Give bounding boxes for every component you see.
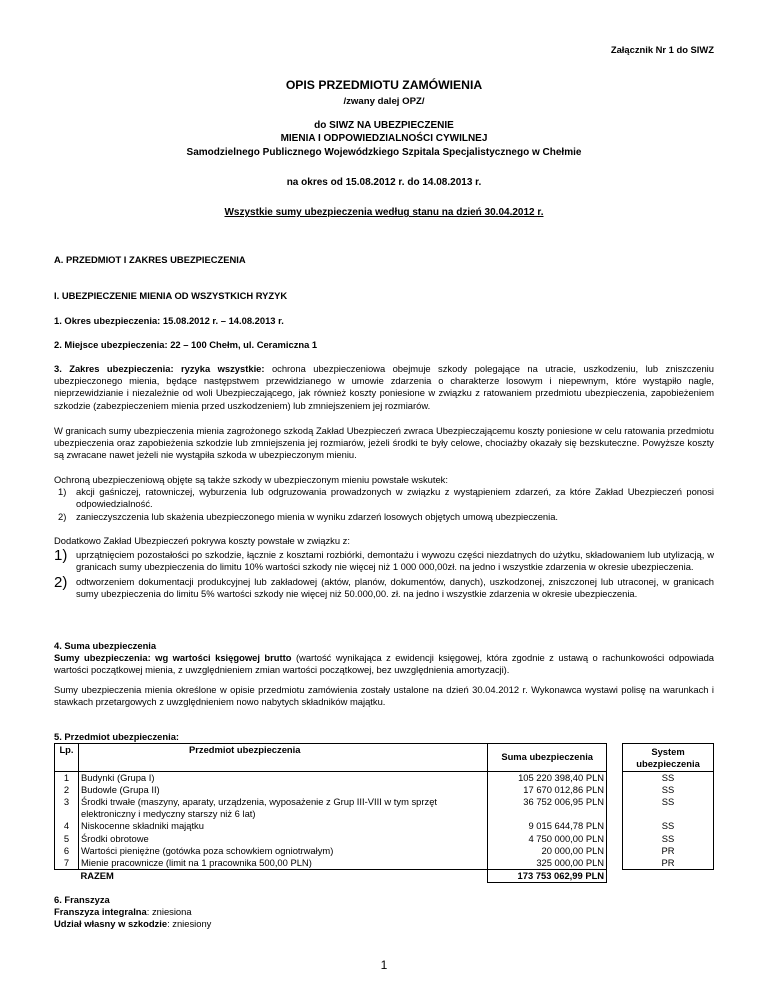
item-5-heading: 5. Przedmiot ubezpieczenia:	[54, 731, 180, 742]
table-total-row	[55, 870, 714, 883]
item-2-location: 2. Miejsce ubezpieczenia: 22 – 100 Chełm, ul. Ceramiczna 1	[54, 339, 318, 350]
additional-list	[54, 549, 714, 600]
coverage-block	[54, 474, 714, 523]
list-item: 1) akcji gaśniczej, ratowniczej, wyburzenia lub odgruzowania prowadzonych w związku z wystąpieniem zdarzeń, za które Zakład Ubezpieczeń ponosi odpowiedzialność.	[58, 486, 714, 510]
additional-intro: Dodatkowo Zakład Ubezpieczeń pokrywa koszty powstałe w związku z:	[54, 535, 350, 546]
table-row: 1 Budynki (Grupa I) 105 220 398,40 PLN SS	[55, 771, 714, 784]
document-title: OPIS PRZEDMIOTU ZAMÓWIENIA	[285, 78, 483, 92]
table-row: 3 Środki trwałe (maszyny, aparaty, urządzenia, wyposażenie z Grup III-VIII w tym sprzęt elektroniczny i medyczny starszy niż 6 lat) 36 752 006,95 PLN SS	[55, 796, 714, 820]
col-item: Przedmiot ubezpieczenia	[78, 744, 487, 772]
item-3-scope	[54, 363, 714, 412]
item-4-heading: 4. Suma ubezpieczenia	[54, 640, 157, 651]
coverage-intro: Ochroną ubezpieczeniową objęte są także szkody w ubezpieczonym mieniu powstałe wskutek:	[54, 474, 448, 485]
table-row: 4 Niskocenne składniki majątku 9 015 644,78 PLN SS	[55, 820, 714, 832]
item-6-heading: 6. Franszyza	[54, 894, 110, 905]
item-4-label2: : wg wartości księgowej brutto	[147, 652, 292, 664]
insurance-period: na okres od 15.08.2012 r. do 14.08.2013 r.	[286, 177, 482, 188]
list-item: 1) uprzątnięciem pozostałości po szkodzie, łącznie z kosztami rozbiórki, demontażu i wywozu części niezdatnych do użytku, składowaniem lub utylizacją, w granicach sumy ubezpieczenia do limitu 10% wartości szkody nie więcej niż 1 000 000,00zł. na jedno i wszystkie zdarzenia w okresie ubezpieczenia.	[54, 547, 714, 573]
additional-block	[54, 535, 714, 600]
document-subtitle: /zwany dalej OPZ/	[343, 96, 425, 107]
table-row: 7 Mienie pracownicze (limit na 1 pracownika 500,00 PLN) 325 000,00 PLN PR	[55, 857, 714, 870]
section-a-heading: A. PRZEDMIOT I ZAKRES UBEZPIECZENIA	[54, 254, 246, 265]
table-header-row	[55, 744, 714, 772]
attachment-label: Załącznik Nr 1 do SIWZ	[610, 44, 714, 55]
sums-note: Wszystkie sumy ubezpieczenia według stanu na dzień 30.04.2012 r.	[224, 207, 544, 218]
insurance-table	[54, 743, 714, 883]
siwz-heading	[54, 119, 714, 159]
item-3-text: ochrona ubezpieczeniowa obejmuje szkody polegające na utracie, uszkodzeniu, lub zniszczeniu ubezpieczonego mienia, będące następstwem przewidzianego w umowie zdarzenia o charakterze losowym i niepewnym, które wystąpiło nagle, nieprzewidzianie i niezależnie od woli Ubezpieczającego, jak również koszty poniesione w związku z ratowaniem przedmiotu ubezpieczenia, zapobieżeniem szkodzie (zabezpieczeniem mienia przed uszkodzeniem) lub zmniejszeniem jej rozmiarów.	[54, 363, 714, 411]
section-i-heading: I. UBEZPIECZENIE MIENIA OD WSZYSTKICH RYZYK	[54, 290, 288, 301]
costs-paragraph: W granicach sumy ubezpieczenia mienia zagrożonego szkodą Zakład Ubezpieczeń zwraca Ubezpieczającemu koszty poniesione w celu ratowania przedmiotu ubezpieczenia oraz zapobieżenia szkodzie lub zmniejszenia jej rozmiarów, jeżeli środki te były celowe, chociażby okazały się bezskuteczne. Powyższe koszty są zwracane nawet jeżeli nie wystąpiła szkoda w ubezpieczonym mieniu.	[54, 425, 714, 461]
item-4-sum	[54, 640, 714, 677]
col-system: System ubezpieczenia	[623, 744, 714, 772]
siwz-line-2: MIENIA I ODPOWIEDZIALNOŚCI CYWILNEJ	[280, 133, 488, 145]
col-lp: Lp.	[55, 744, 79, 772]
col-sum: Suma ubezpieczenia	[488, 744, 607, 772]
item-4-paragraph: Sumy ubezpieczenia mienia określone w opisie przedmiotu zamówienia zostały ustalone na dzień 30.04.2012 r. Wykonawca wystawi polisę na warunkach i stawkach przetargowych z uwzględnieniem nowo nabytych składników majątku.	[54, 684, 714, 708]
item-3-label: 3. Zakres ubezpieczenia: ryzyka wszystkie:	[54, 363, 265, 374]
total-label: RAZEM	[80, 870, 114, 882]
coverage-list	[54, 486, 714, 523]
total-sum: 173 753 062,99 PLN	[488, 870, 607, 883]
table-row: 2 Budowle (Grupa II) 17 670 012,86 PLN SS	[55, 784, 714, 796]
item-1-period: 1. Okres ubezpieczenia: 15.08.2012 r. – 14.08.2013 r.	[54, 315, 284, 326]
page-number: 1	[380, 958, 388, 972]
item-4-label: Sumy ubezpieczenia	[54, 652, 148, 664]
table-row: 6 Wartości pieniężne (gotówka poza schowkiem ogniotrwałym) 20 000,00 PLN PR	[55, 845, 714, 857]
table-row: 5 Środki obrotowe 4 750 000,00 PLN SS	[55, 833, 714, 845]
list-item: 2) zanieczyszczenia lub skażenia ubezpieczonego mienia w wyniku zdarzeń losowych objętych umową ubezpieczenia.	[58, 510, 559, 522]
item-4-text: (wartość wynikająca z ewidencji księgowej, która zgodnie z ustawą o rachunkowości odpowiada wartości początkowej mienia, z uwzględnieniem zmian wartości początkowej, bez uwzględnienia amortyzacji).	[54, 652, 714, 676]
list-item: 2) odtworzeniem dokumentacji produkcyjnej lub zakładowej (aktów, planów, dokumentów, danych), uszkodzonej, zniszczonej lub utraconej, w granicach sumy ubezpieczenia do limitu 5% wartości szkody nie więcej niż 50.000,00. zł. na jedno i wszystkie zdarzenia w okresie ubezpieczenia.	[54, 573, 714, 599]
item-6-deductible: 6. Franszyza Franszyza integralna: zniesiona Udział własny w szkodzie: zniesiony	[54, 894, 714, 931]
siwz-line-1: do SIWZ NA UBEZPIECZENIE	[314, 120, 454, 131]
siwz-line-3: Samodzielnego Publicznego Wojewódzkiego Szpitala Specjalistycznego w Chełmie	[186, 146, 582, 158]
